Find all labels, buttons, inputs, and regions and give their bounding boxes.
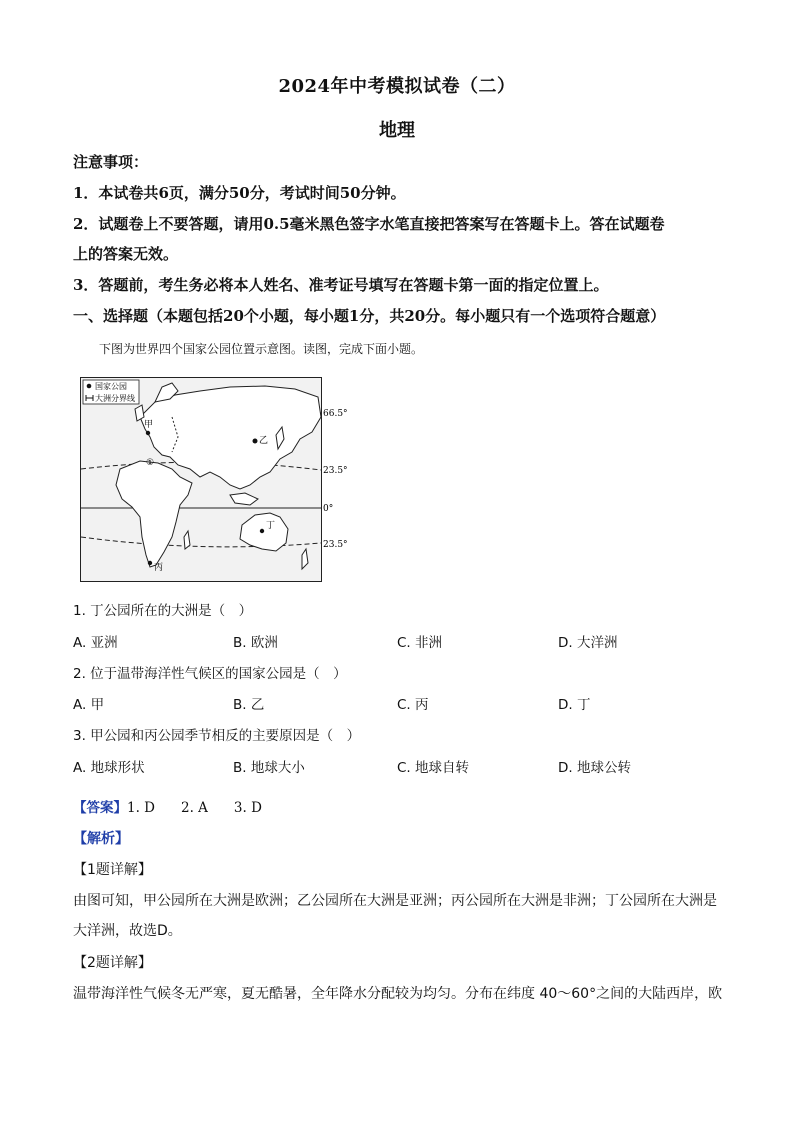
answer-3: 3. D (233, 800, 262, 816)
q3-option-c: C. 地球自转 (397, 760, 470, 776)
lat-label-23-5-s: 23.5° (323, 540, 348, 550)
question-3-stem: 3. 甲公园和丙公园季节相反的主要原因是（ ） (73, 728, 361, 744)
answer-2: 2. A (181, 800, 208, 816)
park-ding-dot (260, 529, 264, 533)
exam-subject: 地理 (379, 120, 415, 141)
notice-item-3: 3．答题前，考生务必将本人姓名、准考证号填写在答题卡第一面的指定位置上。 (73, 276, 609, 294)
q1-option-b: B. 欧洲 (233, 635, 278, 651)
marker-one-label: ① (146, 458, 155, 468)
world-national-parks-map (80, 377, 348, 583)
q2-detail-line-1: 温带海洋性气候冬无严寒，夏无酷暑，全年降水分配较为均匀。分布在纬度 40～60°之间的大陆西岸，欧 (73, 986, 723, 1002)
park-jia-dot (146, 431, 150, 435)
lat-label-0: 0° (323, 504, 334, 514)
section-heading: 一、选择题（本题包括20个小题，每小题1分，共20分。每小题只有一个选项符合题意） (73, 307, 666, 325)
legend-boundary-label: 大洲分界线 (95, 394, 135, 403)
park-jia-label: 甲 (144, 420, 154, 430)
answer-line (73, 796, 262, 816)
q1-detail-line-1: 由图可知，甲公园所在大洲是欧洲；乙公园所在大洲是亚洲；丙公园所在大洲是非洲；丁公园所在大洲是 (73, 893, 717, 909)
question-2-stem: 2. 位于温带海洋性气候区的国家公园是（ ） (73, 666, 347, 682)
q1-option-a: A. 亚洲 (73, 635, 118, 651)
q2-option-b: B. 乙 (233, 697, 265, 713)
q1-option-c: C. 非洲 (397, 635, 443, 651)
analysis-label: 【解析】 (73, 831, 129, 847)
notice-heading: 注意事项： (73, 153, 149, 171)
park-yi-label: 乙 (259, 436, 269, 446)
section-intro: 下图为世界四个国家公园位置示意图。读图，完成下面小题。 (99, 342, 424, 356)
q1-detail-heading: 【1题详解】 (73, 862, 152, 878)
q1-option-d: D. 大洋洲 (558, 635, 618, 651)
answer-label: 【答案】 (73, 800, 127, 816)
park-yi-dot (253, 439, 258, 444)
q3-option-b: B. 地球大小 (233, 760, 305, 776)
answer-1: 1. D (127, 800, 155, 816)
notice-item-1: 1．本试卷共6页，满分50分，考试时间50分钟。 (73, 184, 406, 202)
exam-title: 2024年中考模拟试卷（二） (278, 76, 516, 97)
park-bing-dot (148, 561, 152, 565)
question-1-stem: 1. 丁公园所在的大洲是（ ） (73, 603, 253, 619)
notice-item-2-cont: 上的答案无效。 (73, 245, 179, 263)
q2-option-a: A. 甲 (73, 697, 105, 713)
notice-item-2: 2．试题卷上不要答题，请用0.5毫米黑色签字水笔直接把答案写在答题卡上。答在试题卷 (73, 215, 665, 233)
legend-park-label: 国家公园 (95, 382, 127, 391)
q2-detail-heading: 【2题详解】 (73, 955, 152, 971)
legend-park-dot-icon (87, 384, 92, 389)
lat-label-23-5-n: 23.5° (323, 466, 348, 476)
q2-option-d: D. 丁 (558, 697, 591, 713)
park-bing-label: 丙 (154, 563, 164, 573)
q3-option-a: A. 地球形状 (73, 760, 145, 776)
q2-option-c: C. 丙 (397, 697, 429, 713)
q1-detail-line-2: 大洋洲，故选D。 (73, 923, 182, 939)
park-ding-label: 丁 (266, 521, 276, 531)
lat-label-66-5: 66.5° (323, 409, 348, 419)
q3-option-d: D. 地球公转 (558, 760, 631, 776)
